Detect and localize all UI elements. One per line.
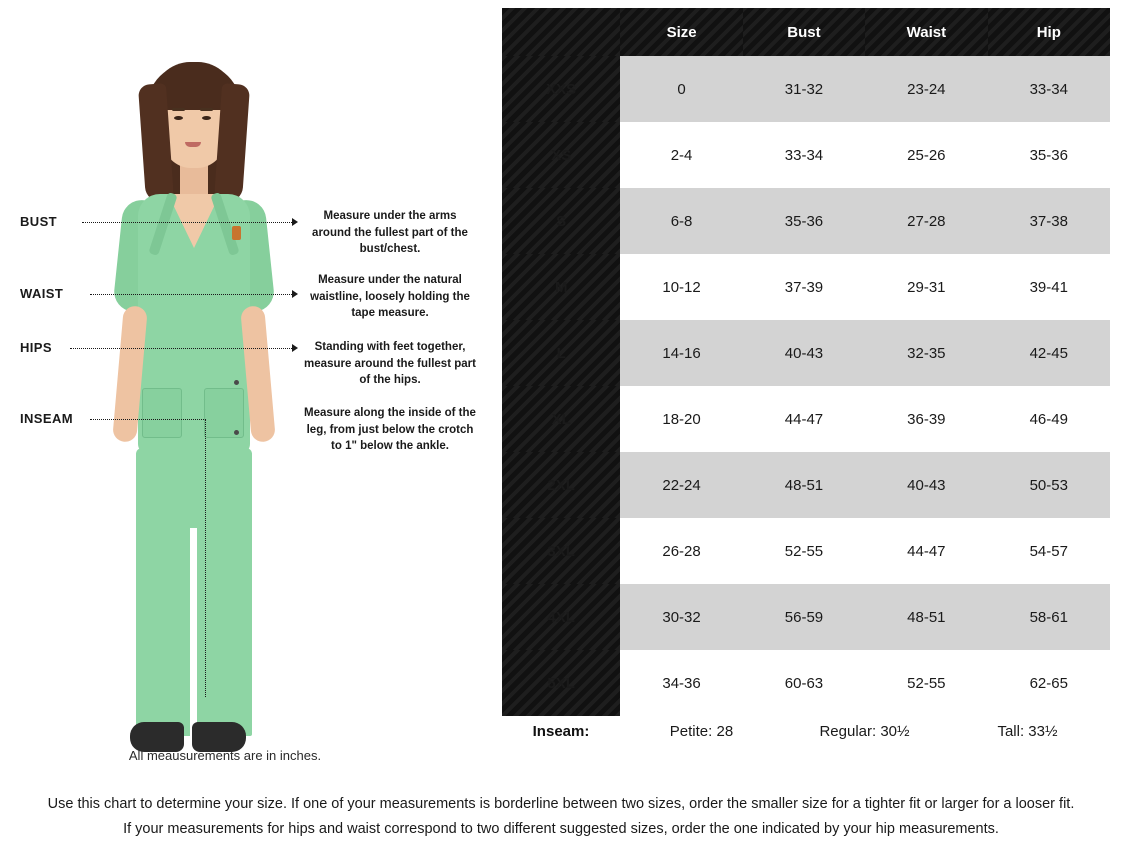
bust-cell: 56-59: [743, 584, 865, 650]
snap-button-upper: [234, 380, 239, 385]
table-body: [502, 56, 1110, 716]
chest-badge: [232, 226, 241, 240]
waist-cell: 44-47: [865, 518, 987, 584]
table-row: [502, 56, 1110, 122]
table-row: [502, 122, 1110, 188]
bust-cell: 35-36: [743, 188, 865, 254]
table-row: [502, 386, 1110, 452]
hip-cell: 35-36: [988, 122, 1110, 188]
column-header-size: Size: [620, 8, 742, 56]
size-cell: 22-24: [620, 452, 742, 518]
size-cell: 2-4: [620, 122, 742, 188]
hip-cell: 58-61: [988, 584, 1110, 650]
waist-cell: 23-24: [865, 56, 987, 122]
inseam-petite: Petite: 28: [669, 722, 734, 740]
size-cell: 34-36: [620, 650, 742, 716]
pocket-left: [142, 388, 182, 438]
model-illustration-panel: [0, 0, 500, 790]
guide-line-bust: [82, 222, 296, 223]
eye-left: [174, 116, 183, 120]
size-cell: 30-32: [620, 584, 742, 650]
eyebrow-left: [172, 108, 185, 111]
footer-line-2: If your measurements for hips and waist correspond to two different suggested sizes, order the one indicated by your hip measurements.: [123, 820, 999, 837]
size-label-cell: 5XL: [502, 650, 620, 716]
table-row: [502, 254, 1110, 320]
guide-arrow-bust: [292, 218, 298, 226]
hip-cell: 50-53: [988, 452, 1110, 518]
eyebrow-right: [200, 108, 213, 111]
column-header-hip: Hip: [988, 8, 1110, 56]
bust-cell: 52-55: [743, 518, 865, 584]
bust-cell: 37-39: [743, 254, 865, 320]
size-cell: 0: [620, 56, 742, 122]
footer-line-1: Use this chart to determine your size. If one of your measurements is borderline between two sizes, order the smaller size for a tighter fit or larger for a looser fit.: [47, 796, 1075, 812]
waist-cell: 40-43: [865, 452, 987, 518]
waist-cell: 52-55: [865, 650, 987, 716]
size-cell: 10-12: [620, 254, 742, 320]
note-inseam: Measure along the inside of the leg, from just below the crotch to 1" below the ankle.: [304, 407, 476, 453]
waist-cell: 27-28: [865, 188, 987, 254]
snap-button-lower: [234, 430, 239, 435]
note-bust: Measure under the arms around the fullest part of the bust/chest.: [312, 210, 468, 256]
size-label-cell: XXS: [502, 56, 620, 122]
size-label-cell: 4XL: [502, 584, 620, 650]
table-row: [502, 452, 1110, 518]
hip-cell: 54-57: [988, 518, 1110, 584]
table-header-row: [502, 8, 1110, 56]
column-header-bust: Bust: [743, 8, 865, 56]
bust-cell: 31-32: [743, 56, 865, 122]
bust-cell: 44-47: [743, 386, 865, 452]
guide-line-inseam-vertical: [205, 419, 206, 697]
footer-instructions: [0, 792, 1122, 841]
note-waist: Measure under the natural waistline, loosely holding the tape measure.: [310, 274, 470, 320]
table-head: [502, 8, 1110, 56]
size-label-cell: L: [502, 320, 620, 386]
hip-cell: 62-65: [988, 650, 1110, 716]
waist-cell: 25-26: [865, 122, 987, 188]
table-row: [502, 188, 1110, 254]
size-cell: 14-16: [620, 320, 742, 386]
hip-cell: 33-34: [988, 56, 1110, 122]
bust-cell: 40-43: [743, 320, 865, 386]
size-label-cell: M: [502, 254, 620, 320]
size-label-cell: S: [502, 188, 620, 254]
table-row: [502, 320, 1110, 386]
size-chart-table: [502, 8, 1110, 716]
guide-line-hips: [70, 348, 296, 349]
guide-line-waist: [90, 294, 296, 295]
column-header-waist: Waist: [865, 8, 987, 56]
model-figure: [108, 58, 278, 748]
eye-right: [202, 116, 211, 120]
size-cell: 26-28: [620, 518, 742, 584]
size-chart-table-wrap: [502, 8, 1110, 716]
guide-arrow-waist: [292, 290, 298, 298]
units-note: All meausurements are in inches.: [128, 748, 322, 763]
guide-label-inseam: INSEAM: [20, 411, 73, 426]
mouth: [185, 142, 201, 147]
hip-cell: 46-49: [988, 386, 1110, 452]
guide-label-waist: WAIST: [20, 286, 64, 301]
column-header-blank: [502, 8, 620, 56]
guide-arrow-hips: [292, 344, 298, 352]
size-label-cell: XL: [502, 386, 620, 452]
hip-cell: 37-38: [988, 188, 1110, 254]
hip-cell: 39-41: [988, 254, 1110, 320]
bust-cell: 48-51: [743, 452, 865, 518]
table-row: [502, 584, 1110, 650]
size-label-cell: XS: [502, 122, 620, 188]
table-row: [502, 518, 1110, 584]
inseam-tall: Tall: 33½: [997, 722, 1058, 740]
waist-cell: 48-51: [865, 584, 987, 650]
bust-cell: 60-63: [743, 650, 865, 716]
pant-leg-gap: [190, 528, 197, 738]
size-cell: 6-8: [620, 188, 742, 254]
hip-cell: 42-45: [988, 320, 1110, 386]
inseam-summary-row: [502, 706, 1110, 756]
size-label-cell: 3XL: [502, 518, 620, 584]
waist-cell: 36-39: [865, 386, 987, 452]
guide-label-bust: BUST: [20, 214, 57, 229]
size-label-cell: 2XL: [502, 452, 620, 518]
note-hips: Standing with feet together, measure around the fullest part of the hips.: [304, 341, 476, 387]
bust-cell: 33-34: [743, 122, 865, 188]
waist-cell: 32-35: [865, 320, 987, 386]
size-cell: 18-20: [620, 386, 742, 452]
waist-cell: 29-31: [865, 254, 987, 320]
inseam-label: Inseam:: [532, 722, 590, 740]
guide-line-inseam: [90, 419, 206, 420]
guide-label-hips: HIPS: [20, 340, 52, 355]
inseam-regular: Regular: 30½: [819, 722, 910, 740]
